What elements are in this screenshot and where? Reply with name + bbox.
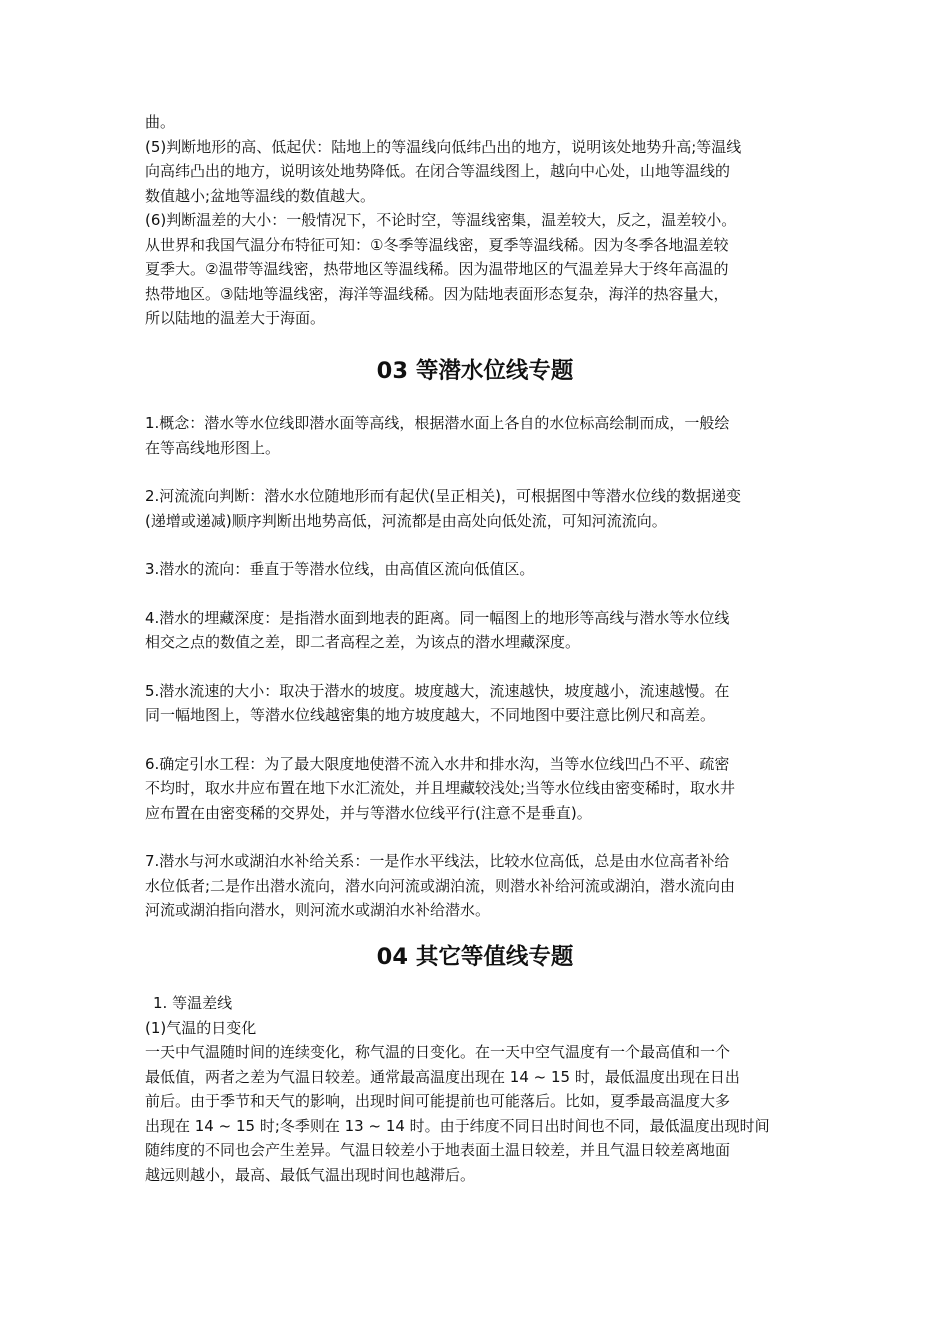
text-line: 应布置在由密变稀的交界处，并与等潜水位线平行(注意不是垂直)。 — [145, 803, 592, 822]
sub-heading: (1)气温的日变化 — [145, 1018, 257, 1037]
text-line: 相交之点的数值之差，即二者高程之差，为该点的潜水埋藏深度。 — [145, 633, 581, 651]
text-line: (5)判断地形的高、低起伏：陆地上的等温线向低纬凸出的地方，说明该处地势升高;等温线 — [145, 137, 742, 156]
text-line: 从世界和我国气温分布特征可知：①冬季等温线密，夏季等温线稀。因为冬季各地温差较 — [145, 235, 729, 254]
text-line: 水位低者;二是作出潜水流向，潜水向河流或湖泊流，则潜水补给河流或湖泊，潜水流向由 — [145, 876, 736, 895]
text-line: 所以陆地的温差大于海面。 — [145, 309, 326, 327]
text-line: 最低值，两者之差为气温日较差。通常最高温度出现在 14 ~ 15 时，最低温度出现在日出 — [145, 1067, 740, 1086]
paragraph — [145, 679, 805, 728]
text-line: 河流或湖泊指向潜水，则河流水或湖泊水补给潜水。 — [145, 901, 491, 919]
text-line: 夏季大。②温带等温线密，热带地区等温线稀。因为温带地区的气温差异大于终年高温的 — [145, 260, 729, 278]
text-line: 3.潜水的流向：垂直于等潜水位线，由高值区流向低值区。 — [145, 560, 535, 578]
paragraph — [145, 411, 805, 460]
text-line: 前后。由于季节和天气的影响，出现时间可能提前也可能落后。比如，夏季最高温度大多 — [145, 1092, 731, 1110]
text-line: 7.潜水与河水或湖泊水补给关系：一是作水平线法，比较水位高低，总是由水位高者补给 — [145, 852, 730, 870]
text-line: 5.潜水流速的大小：取决于潜水的坡度。坡度越大，流速越快，坡度越小，流速越慢。在 — [145, 681, 730, 700]
section-heading: 04 其它等值线专题 — [376, 943, 574, 970]
paragraph — [145, 557, 805, 582]
text-line: 一天中气温随时间的连续变化，称气温的日变化。在一天中空气温度有一个最高值和一个 — [145, 1043, 731, 1061]
text-line: 同一幅地图上，等潜水位线越密集的地方坡度越大，不同地图中要注意比例尺和高差。 — [145, 706, 716, 724]
paragraph — [145, 849, 805, 923]
section-heading: 03 等潜水位线专题 — [376, 357, 574, 384]
text-line: 1.概念：潜水等水位线即潜水面等高线，根据潜水面上各自的水位标高绘制而成，一般绘 — [145, 414, 730, 432]
text-line: 6.确定引水工程：为了最大限度地使潜不流入水井和排水沟，当等水位线凹凸不平、疏密 — [145, 754, 730, 773]
list-item-label: 1. 等温差线 — [153, 994, 233, 1012]
text-line: (递增或递减)顺序判断出地势高低，河流都是由高处向低处流，可知河流流向。 — [145, 511, 667, 530]
intro-text — [145, 110, 805, 331]
paragraph — [145, 752, 805, 826]
text-line: (6)判断温差的大小：一般情况下，不论时空，等温线密集，温差较大，反之，温差较小。 — [145, 211, 737, 229]
text-line: 曲。 — [145, 113, 176, 131]
paragraph — [145, 484, 805, 533]
text-line: 随纬度的不同也会产生差异。气温日较差小于地表面土温日较差，并且气温日较差离地面 — [145, 1141, 731, 1159]
paragraph — [145, 606, 805, 655]
section-body — [145, 411, 805, 923]
text-line: 不均时，取水井应布置在地下水汇流处，并且埋藏较浅处;当等水位线由密变稀时，取水井 — [145, 779, 736, 797]
text-line: 在等高线地形图上。 — [145, 438, 281, 457]
text-line: 4.潜水的埋藏深度：是指潜水面到地表的距离。同一幅图上的地形等高线与潜水等水位线 — [145, 608, 730, 627]
text-line: 热带地区。③陆地等温线密，海洋等温线稀。因为陆地表面形态复杂，海洋的热容量大， — [145, 284, 729, 303]
section-body — [145, 991, 805, 1187]
text-line: 出现在 14 ~ 15 时;冬季则在 13 ~ 14 时。由于纬度不同日出时间也不同，最低温度出现时间 — [145, 1116, 770, 1135]
text-line: 向高纬凸出的地方，说明该处地势降低。在闭合等温线图上，越向中心处，山地等温线的 — [145, 162, 731, 180]
text-line: 数值越小;盆地等温线的数值越大。 — [145, 186, 376, 205]
text-line: 越远则越小，最高、最低气温出现时间也越滞后。 — [145, 1165, 476, 1184]
text-line: 2.河流流向判断：潜水水位随地形而有起伏(呈正相关)，可根据图中等潜水位线的数据递变 — [145, 487, 742, 505]
document-page — [145, 110, 805, 1187]
